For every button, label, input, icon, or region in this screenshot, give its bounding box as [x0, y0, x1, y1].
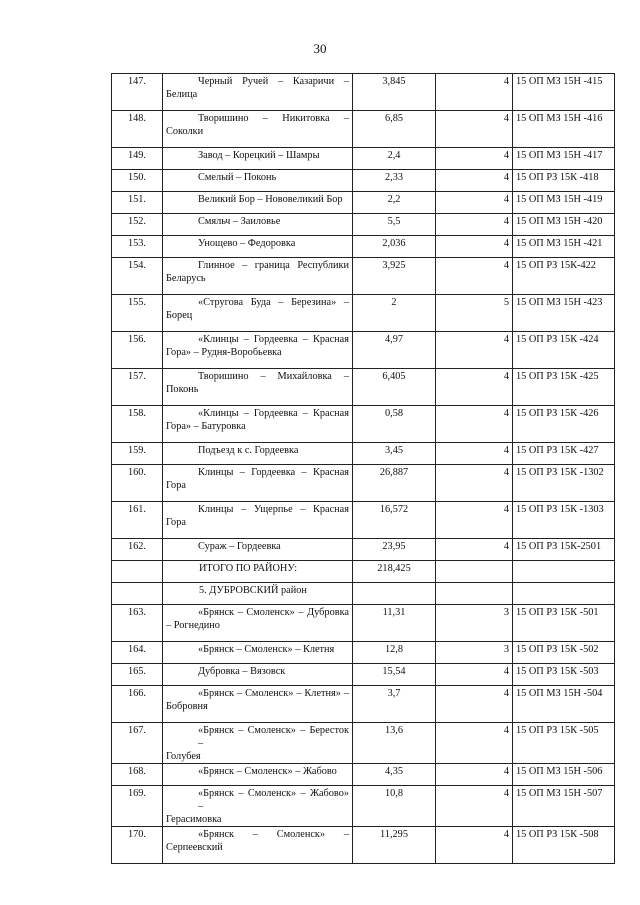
table-row: [112, 74, 615, 111]
road-name-line-1: ИТОГО ПО РАЙОНУ:: [199, 563, 298, 574]
road-category-cell: 4: [436, 214, 513, 236]
road-name-line-2: Соколки: [166, 126, 204, 137]
length-km-cell: 0,58: [353, 406, 436, 443]
road-name-line-1: «Брянск – Смоленск» –: [198, 829, 349, 840]
road-id-code-cell: 15 ОП МЗ 15Н -421: [513, 236, 615, 258]
road-name-cell: [163, 258, 353, 295]
table-row: [112, 605, 615, 642]
road-name-cell: [163, 583, 353, 605]
row-number-cell: 149.: [112, 148, 163, 170]
road-name-cell: [163, 786, 353, 827]
table-row: [112, 295, 615, 332]
row-number-cell: 151.: [112, 192, 163, 214]
road-category-cell: 4: [436, 258, 513, 295]
table-row: [112, 369, 615, 406]
road-category-cell: 4: [436, 465, 513, 502]
road-id-code-cell: 15 ОП РЗ 15К -426: [513, 406, 615, 443]
road-id-code-cell: 15 ОП РЗ 15К -425: [513, 369, 615, 406]
road-category-cell: 4: [436, 111, 513, 148]
road-id-code-cell: 15 ОП РЗ 15К -1302: [513, 465, 615, 502]
length-km-cell: 4,35: [353, 764, 436, 786]
road-id-code-cell: 15 ОП МЗ 15Н -420: [513, 214, 615, 236]
road-category-cell: 5: [436, 295, 513, 332]
road-category-cell: 4: [436, 764, 513, 786]
table-row: [112, 764, 615, 786]
road-name-line-2: Гора» – Батуровка: [166, 421, 246, 432]
length-km-cell: 6,405: [353, 369, 436, 406]
length-km-cell: 6,85: [353, 111, 436, 148]
table-row: [112, 258, 615, 295]
row-number-cell: 170.: [112, 827, 163, 864]
table-row: [112, 539, 615, 561]
page-number: 30: [313, 41, 327, 56]
road-id-code-cell: 15 ОП МЗ 15Н -506: [513, 764, 615, 786]
row-number-cell: 150.: [112, 170, 163, 192]
road-name-line-1: «Брянск – Смоленск» – Жабово: [198, 766, 337, 777]
road-name-cell: [163, 332, 353, 369]
roads-table-body: [112, 74, 615, 864]
length-km-cell: 12,8: [353, 642, 436, 664]
road-name-line-1: «Брянск – Смоленск» – Бересток –: [198, 725, 349, 749]
road-name-cell: [163, 764, 353, 786]
road-name-line-1: Унощево – Федоровка: [198, 238, 296, 249]
road-name-line-1: «Брянск – Смоленск» – Дубровка: [198, 607, 349, 618]
table-row: [112, 786, 615, 827]
road-name-line-1: Дубровка – Вязовск: [198, 666, 286, 677]
road-category-cell: 4: [436, 443, 513, 465]
road-id-code-cell: 15 ОП РЗ 15К -424: [513, 332, 615, 369]
road-name-line-1: Завод – Корецкий – Шамры: [198, 150, 320, 161]
road-name-cell: [163, 295, 353, 332]
road-name-cell: [163, 664, 353, 686]
road-category-cell: 4: [436, 148, 513, 170]
table-subheader-row: [112, 583, 615, 605]
table-row: [112, 664, 615, 686]
row-number-cell: 148.: [112, 111, 163, 148]
row-number-cell: 168.: [112, 764, 163, 786]
road-name-line-2: Бобровня: [166, 701, 208, 712]
table-row: [112, 111, 615, 148]
road-name-cell: [163, 539, 353, 561]
road-name-line-1: «Клинцы – Гордеевка – Красная: [198, 408, 349, 419]
row-number-cell: 156.: [112, 332, 163, 369]
road-category-cell: 4: [436, 192, 513, 214]
road-category-cell: 4: [436, 723, 513, 764]
road-name-line-2: Гора» – Рудня-Воробьевка: [166, 347, 282, 358]
row-number-cell: 158.: [112, 406, 163, 443]
row-number-cell: 163.: [112, 605, 163, 642]
road-id-code-cell: 15 ОП МЗ 15Н -504: [513, 686, 615, 723]
road-id-code-cell: 15 ОП МЗ 15Н -419: [513, 192, 615, 214]
road-name-cell: [163, 214, 353, 236]
length-km-cell: 2,036: [353, 236, 436, 258]
road-category-cell: 4: [436, 369, 513, 406]
road-id-code-cell: 15 ОП РЗ 15К -418: [513, 170, 615, 192]
road-name-line-1: Творишино – Михайловка –: [198, 371, 349, 382]
length-km-cell: 2,4: [353, 148, 436, 170]
length-km-cell: 13,6: [353, 723, 436, 764]
road-name-cell: [163, 170, 353, 192]
road-id-code-cell: 15 ОП МЗ 15Н -417: [513, 148, 615, 170]
road-name-line-2: – Рогнедино: [166, 620, 220, 631]
road-name-line-1: Смелый – Поконь: [198, 172, 277, 183]
table-row: [112, 465, 615, 502]
length-km-cell: 11,295: [353, 827, 436, 864]
road-name-line-1: Великий Бор – Нововеликий Бор: [198, 194, 343, 205]
road-category-cell: [436, 561, 513, 583]
road-name-cell: [163, 406, 353, 443]
road-id-code-cell: [513, 583, 615, 605]
road-category-cell: 4: [436, 170, 513, 192]
road-id-code-cell: 15 ОП МЗ 15Н -416: [513, 111, 615, 148]
length-km-cell: 3,45: [353, 443, 436, 465]
length-km-cell: 3,845: [353, 74, 436, 111]
road-category-cell: 4: [436, 664, 513, 686]
table-row: [112, 502, 615, 539]
row-number-cell: 161.: [112, 502, 163, 539]
row-number-cell: 160.: [112, 465, 163, 502]
road-name-cell: [163, 192, 353, 214]
row-number-cell: 157.: [112, 369, 163, 406]
road-name-cell: [163, 111, 353, 148]
row-number-cell: 169.: [112, 786, 163, 827]
road-name-cell: [163, 465, 353, 502]
road-name-line-2: Герасимовка: [166, 814, 222, 825]
row-number-cell: 159.: [112, 443, 163, 465]
length-km-cell: 23,95: [353, 539, 436, 561]
road-name-cell: [163, 502, 353, 539]
row-number-cell: 152.: [112, 214, 163, 236]
length-km-cell: [353, 583, 436, 605]
table-row: [112, 406, 615, 443]
road-name-line-1: «Брянск – Смоленск» – Клетня: [198, 644, 335, 655]
road-name-line-2: Белица: [166, 89, 198, 100]
roads-table: [111, 73, 615, 864]
table-row: [112, 642, 615, 664]
length-km-cell: 2,2: [353, 192, 436, 214]
road-name-line-1: Глинное – граница Республики: [198, 260, 349, 271]
road-category-cell: 4: [436, 686, 513, 723]
road-name-line-2: Гора: [166, 480, 186, 491]
road-category-cell: [436, 583, 513, 605]
road-name-cell: [163, 561, 353, 583]
length-km-cell: 16,572: [353, 502, 436, 539]
length-km-cell: 11,31: [353, 605, 436, 642]
row-number-cell: 166.: [112, 686, 163, 723]
road-id-code-cell: 15 ОП МЗ 15Н -415: [513, 74, 615, 111]
road-id-code-cell: 15 ОП РЗ 15К -508: [513, 827, 615, 864]
road-id-code-cell: 15 ОП РЗ 15К -501: [513, 605, 615, 642]
row-number-cell: 154.: [112, 258, 163, 295]
road-id-code-cell: 15 ОП МЗ 15Н -507: [513, 786, 615, 827]
road-id-code-cell: 15 ОП РЗ 15К -1303: [513, 502, 615, 539]
length-km-cell: 218,425: [353, 561, 436, 583]
length-km-cell: 15,54: [353, 664, 436, 686]
road-name-cell: [163, 236, 353, 258]
row-number-cell: [112, 583, 163, 605]
road-id-code-cell: 15 ОП РЗ 15К -505: [513, 723, 615, 764]
road-name-line-1: Черный Ручей – Казаричи –: [198, 76, 349, 87]
road-name-line-2: Гора: [166, 517, 186, 528]
road-category-cell: 4: [436, 539, 513, 561]
road-name-line-1: 5. ДУБРОВСКИЙ район: [199, 585, 307, 596]
row-number-cell: 155.: [112, 295, 163, 332]
row-number-cell: 153.: [112, 236, 163, 258]
row-number-cell: 147.: [112, 74, 163, 111]
table-row: [112, 214, 615, 236]
road-id-code-cell: 15 ОП РЗ 15К-2501: [513, 539, 615, 561]
road-name-line-2: Беларусь: [166, 273, 206, 284]
road-id-code-cell: 15 ОП РЗ 15К-422: [513, 258, 615, 295]
road-category-cell: 4: [436, 332, 513, 369]
length-km-cell: 3,7: [353, 686, 436, 723]
row-number-cell: 164.: [112, 642, 163, 664]
table-row: [112, 148, 615, 170]
road-name-line-1: «Брянск – Смоленск» – Клетня» –: [198, 688, 349, 699]
table-row: [112, 827, 615, 864]
road-name-line-2: Голубея: [166, 751, 201, 762]
road-category-cell: 4: [436, 502, 513, 539]
road-name-cell: [163, 827, 353, 864]
length-km-cell: 2: [353, 295, 436, 332]
table-row: [112, 686, 615, 723]
length-km-cell: 10,8: [353, 786, 436, 827]
road-category-cell: 4: [436, 406, 513, 443]
road-name-cell: [163, 369, 353, 406]
road-name-cell: [163, 686, 353, 723]
table-row: [112, 170, 615, 192]
road-category-cell: 4: [436, 236, 513, 258]
table-row: [112, 723, 615, 764]
road-category-cell: 3: [436, 605, 513, 642]
table-row: [112, 236, 615, 258]
road-name-line-2: Борец: [166, 310, 193, 321]
table-subheader-row: [112, 561, 615, 583]
road-id-code-cell: 15 ОП РЗ 15К -502: [513, 642, 615, 664]
road-name-line-2: Серпеевский: [166, 842, 223, 853]
length-km-cell: 26,887: [353, 465, 436, 502]
road-name-line-1: «Стругова Буда – Березина» –: [198, 297, 349, 308]
road-name-line-1: Сураж – Гордеевка: [198, 541, 281, 552]
road-category-cell: 4: [436, 827, 513, 864]
length-km-cell: 5,5: [353, 214, 436, 236]
row-number-cell: 162.: [112, 539, 163, 561]
road-id-code-cell: [513, 561, 615, 583]
road-name-line-1: Смяльч – Заиловье: [198, 216, 281, 227]
road-name-cell: [163, 605, 353, 642]
road-name-line-2: Поконь: [166, 384, 199, 395]
length-km-cell: 4,97: [353, 332, 436, 369]
road-id-code-cell: 15 ОП РЗ 15К -503: [513, 664, 615, 686]
road-id-code-cell: 15 ОП РЗ 15К -427: [513, 443, 615, 465]
road-id-code-cell: 15 ОП МЗ 15Н -423: [513, 295, 615, 332]
length-km-cell: 2,33: [353, 170, 436, 192]
road-name-line-1: Подъезд к с. Гордеевка: [198, 445, 299, 456]
road-name-cell: [163, 443, 353, 465]
road-category-cell: 4: [436, 74, 513, 111]
road-name-line-1: Клинцы – Ущерпье – Красная: [198, 504, 349, 515]
table-row: [112, 443, 615, 465]
row-number-cell: [112, 561, 163, 583]
road-name-cell: [163, 642, 353, 664]
road-category-cell: 4: [436, 786, 513, 827]
road-name-line-1: Творишино – Никитовка –: [198, 113, 349, 124]
length-km-cell: 3,925: [353, 258, 436, 295]
road-name-cell: [163, 723, 353, 764]
table-row: [112, 332, 615, 369]
row-number-cell: 165.: [112, 664, 163, 686]
row-number-cell: 167.: [112, 723, 163, 764]
road-name-line-1: Клинцы – Гордеевка – Красная: [198, 467, 349, 478]
road-name-cell: [163, 148, 353, 170]
road-name-cell: [163, 74, 353, 111]
table-row: [112, 192, 615, 214]
road-name-line-1: «Клинцы – Гордеевка – Красная: [198, 334, 349, 345]
road-name-line-1: «Брянск – Смоленск» – Жабово» –: [198, 788, 349, 812]
road-category-cell: 3: [436, 642, 513, 664]
